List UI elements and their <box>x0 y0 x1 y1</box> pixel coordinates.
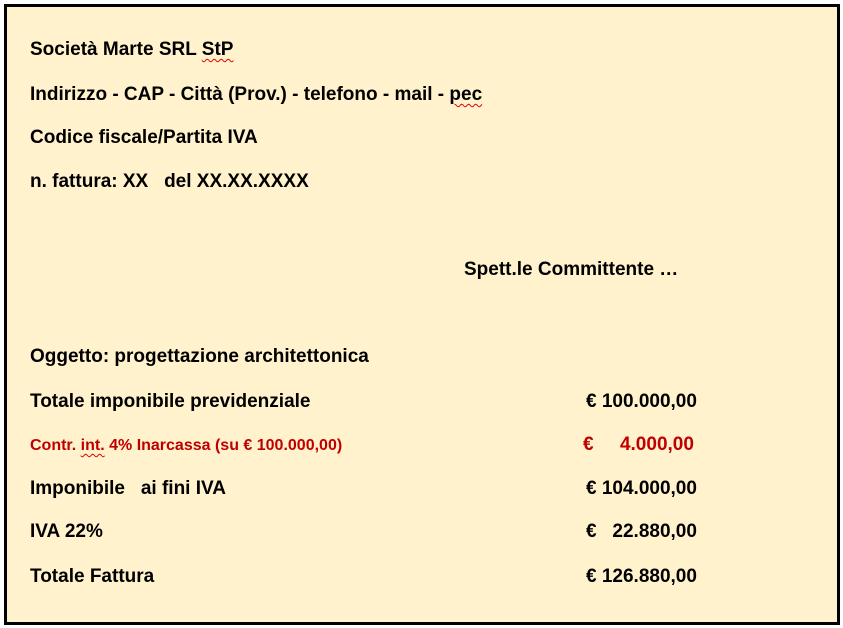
line-label-total: Totale Fattura <box>30 566 155 587</box>
line-amount-taxable-pension: € 100.000,00 <box>586 391 697 412</box>
recipient: Spett.le Committente … <box>464 259 679 280</box>
invoice-number: n. fattura: XX del XX.XX.XXXX <box>30 171 309 192</box>
line-label-inarcassa: Contr. int. 4% Inarcassa (su € 100.000,00) <box>30 437 343 454</box>
line-amount-vat-taxable: € 104.000,00 <box>586 478 697 499</box>
line-label-taxable-pension: Totale imponibile previdenziale <box>30 391 311 412</box>
line-label-vat-taxable: Imponibile ai fini IVA <box>30 478 226 499</box>
line-label-vat: IVA 22% <box>30 521 103 542</box>
tax-id: Codice fiscale/Partita IVA <box>30 127 258 148</box>
line-amount-vat: € 22.880,00 <box>586 521 697 542</box>
company-name: Società Marte SRL StP <box>30 39 234 60</box>
line-amount-total: € 126.880,00 <box>586 566 697 587</box>
company-address: Indirizzo - CAP - Città (Prov.) - telefono - mail - pec <box>30 84 483 105</box>
company-suffix: StP <box>201 39 234 60</box>
line-amount-inarcassa: € 4.000,00 <box>583 434 694 455</box>
subject: Oggetto: progettazione architettonica <box>30 346 369 367</box>
address-pec: pec <box>449 84 483 105</box>
